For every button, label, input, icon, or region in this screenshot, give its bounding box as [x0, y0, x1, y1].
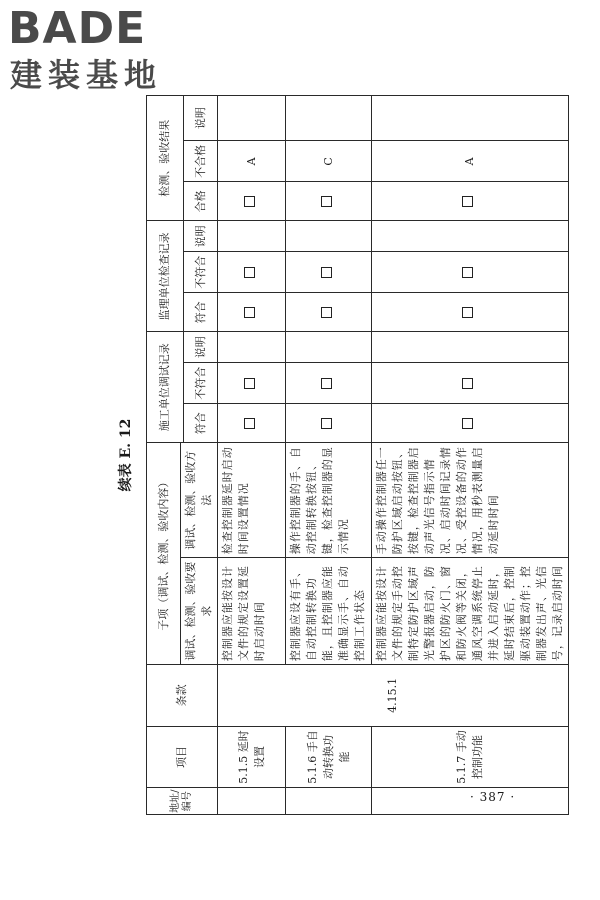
construction-note — [286, 332, 372, 363]
header-clause: 条款 — [147, 665, 218, 727]
row-project: 5.1.7 手动控制功能 — [372, 726, 569, 788]
row-clause: 4.15.1 — [218, 665, 569, 727]
bade-logo — [8, 4, 178, 96]
logo-subtitle: 建装基地 — [10, 56, 163, 94]
rotated-page — [110, 95, 564, 815]
supervision-fail-checkbox[interactable] — [286, 252, 372, 293]
header-construction-fail: 不符合 — [184, 363, 218, 404]
construction-fail-checkbox[interactable] — [218, 363, 286, 404]
supervision-note — [218, 221, 286, 252]
result-note — [286, 96, 372, 141]
header-construction: 施工单位调试记录 — [147, 332, 184, 443]
row-method: 操作控制器的手、自动控制转换按钮、键，检查控制器的显示情况 — [286, 443, 372, 558]
header-address: 地址/编号 — [147, 788, 218, 815]
supervision-note — [286, 221, 372, 252]
result-note — [218, 96, 286, 141]
header-project: 项目 — [147, 726, 218, 788]
header-supervision-fail: 不符合 — [184, 252, 218, 293]
result-grade: A — [372, 141, 569, 182]
row-requirement: 控制器应能按设计文件的规定设置延时启动时间 — [218, 558, 286, 665]
header-construction-note: 说明 — [184, 332, 218, 363]
header-supervision-note: 说明 — [184, 221, 218, 252]
header-subitem: 子项（调试、检测、验收内容） — [147, 443, 181, 665]
supervision-fail-checkbox[interactable] — [218, 252, 286, 293]
header-result-qualified: 合格 — [184, 182, 218, 221]
supervision-pass-checkbox[interactable] — [372, 293, 569, 332]
header-supervision-pass: 符合 — [184, 293, 218, 332]
result-qualified-checkbox[interactable] — [372, 182, 569, 221]
header-row-1 — [147, 96, 181, 815]
supervision-fail-checkbox[interactable] — [372, 252, 569, 293]
result-note — [372, 96, 569, 141]
row-method: 手动操作控制器任一防护区域启动按钮、按键，检查控制器启动声光信号指示情况、启动时间记录情况、受控设备的动作情况，用秒表测量启动延时时间 — [372, 443, 569, 558]
row-address — [286, 788, 372, 815]
row-requirement: 控制器应设有手、自动控制转换功能，且控制器应能准确显示手、自动控制工作状态 — [286, 558, 372, 665]
header-result-note: 说明 — [184, 96, 218, 141]
construction-pass-checkbox[interactable] — [372, 404, 569, 443]
result-grade: A — [218, 141, 286, 182]
row-project: 5.1.6 手自动转换功能 — [286, 726, 372, 788]
result-qualified-checkbox[interactable] — [286, 182, 372, 221]
construction-fail-checkbox[interactable] — [286, 363, 372, 404]
table-caption: 续表 E. 12 — [118, 418, 134, 492]
construction-note — [372, 332, 569, 363]
result-grade: C — [286, 141, 372, 182]
supervision-note — [372, 221, 569, 252]
logo-wordmark: BADE — [8, 3, 147, 54]
header-result: 检测、验收结果 — [147, 96, 184, 221]
header-supervision: 监理单位检查记录 — [147, 221, 184, 332]
supervision-pass-checkbox[interactable] — [218, 293, 286, 332]
construction-pass-checkbox[interactable] — [286, 404, 372, 443]
page-number: · 387 · — [470, 790, 516, 804]
construction-pass-checkbox[interactable] — [218, 404, 286, 443]
result-qualified-checkbox[interactable] — [218, 182, 286, 221]
header-method: 调试、检测、验收方法 — [181, 443, 218, 558]
header-req: 调试、检测、验收要求 — [181, 558, 218, 665]
row-project: 5.1.5 延时设置 — [218, 726, 286, 788]
construction-note — [218, 332, 286, 363]
table-row — [218, 96, 286, 815]
header-construction-pass: 符合 — [184, 404, 218, 443]
row-method: 检查控制器延时启动时间设置情况 — [218, 443, 286, 558]
construction-fail-checkbox[interactable] — [372, 363, 569, 404]
inspection-table — [146, 95, 569, 815]
row-address — [218, 788, 286, 815]
header-result-unqualified: 不合格 — [184, 141, 218, 182]
supervision-pass-checkbox[interactable] — [286, 293, 372, 332]
row-requirement: 控制器应能按设计文件的规定手动控制特定防护区域声光警报器启动，防护区的防火门、窗和防火阀等关闭，通风空调系统停止并进入启动延时，延时结束后，控制驱动装置动作；控制器发出声、光信号，记录启动时间 — [372, 558, 569, 665]
